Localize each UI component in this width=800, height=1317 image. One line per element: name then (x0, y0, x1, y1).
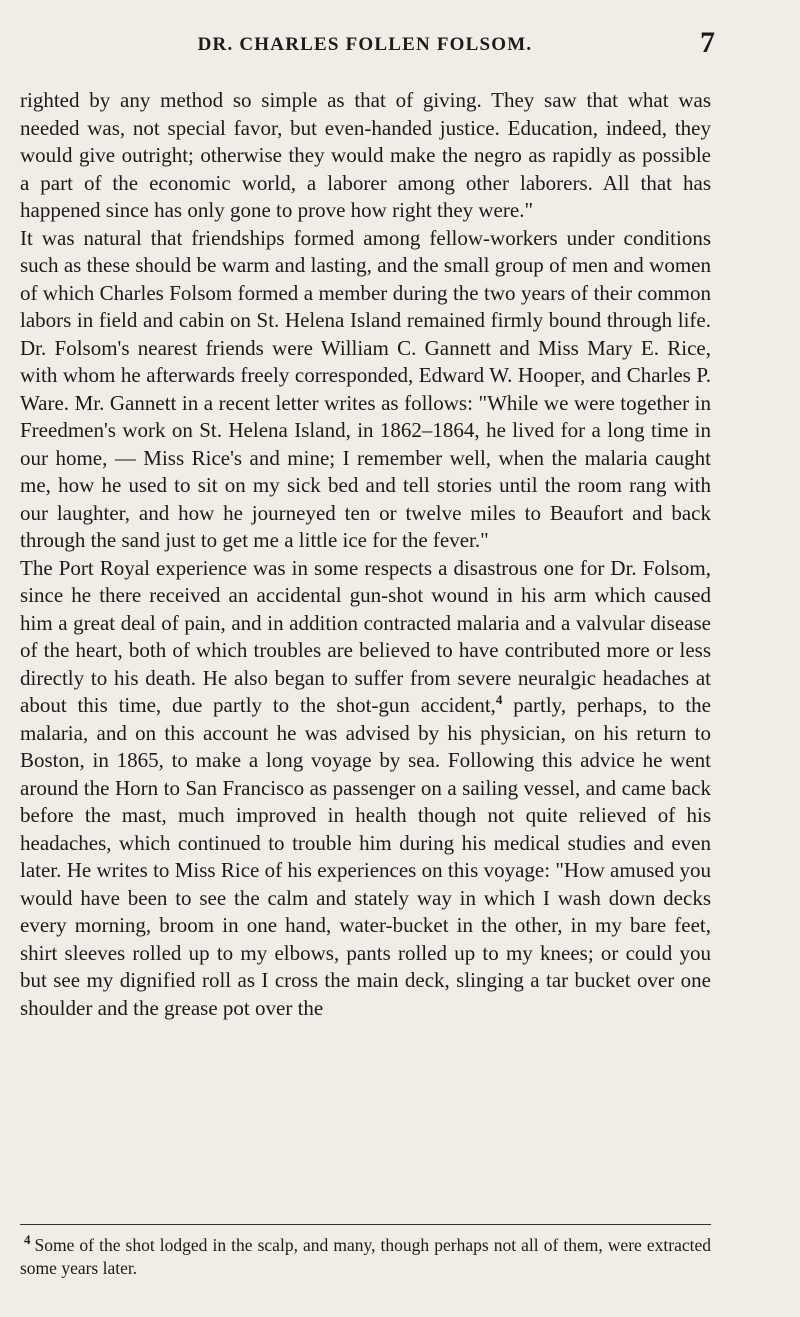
page-number: 7 (700, 26, 715, 59)
paragraph-3-part-2: partly, perhaps, to the malaria, and on this account he was advised by his physician, on his return to Boston, in 1865, to make a long voyage by sea. Following this advice he went around the Horn to San Francisco as passenger on a sailing vessel, and came back before the mast, much improved in health though not quite relieved of his headaches, which continued to trouble him during his medical studies and even later. He writes to Miss Rice of his experiences on this voyage: "How amused you would have been to see the calm and stately way in which I wash down decks every morning, broom in one hand, water-bucket in the other, in my bare feet, shirt sleeves rolled up to my elbows, pants rolled up to my knees; or could you but see my dignified roll as I cross the main deck, slinging a tar bucket over one shoulder and the grease pot over the (20, 693, 711, 1020)
footnote-reference[interactable]: 4 (495, 692, 503, 707)
paragraph-3 (20, 555, 711, 1023)
footnote-marker: 4 (24, 1232, 31, 1248)
paragraph-3-part-1: The Port Royal experience was in some respects a disastrous one for Dr. Folsom, since he there received an accidental gun-shot wound in his arm which caused him a great deal of pain, and in addition contracted malaria and a valvular disease of the heart, both of which troubles are believed to have contributed more or less directly to his death. He also began to suffer from severe neuralgic headaches at about this time, due partly to the shot-gun accident, (20, 555, 711, 717)
footnote-text: Some of the shot lodged in the scalp, and many, though perhaps not all of them, were extracted some years later. (20, 1235, 711, 1278)
body-text (20, 87, 711, 1022)
footnote-divider (20, 1224, 711, 1225)
running-title: DR. CHARLES FOLLEN FOLSOM. (197, 34, 533, 55)
paragraph-1: righted by any method so simple as that of giving. They saw that what was needed was, not special favor, but even-handed justice. Education, indeed, they would give outright; otherwise they would make the negro as rapidly as possible a part of the economic world, a laborer among other laborers. All that has happened since has only gone to prove how right they were." (20, 88, 711, 222)
paragraph-2: It was natural that friendships formed among fellow-workers under conditions such as these should be warm and lasting, and the small group of men and women of which Charles Folsom formed a member during the two years of their common labors in field and cabin on St. Helena Island remained firmly bound through life. Dr. Folsom's nearest friends were William C. Gannett and Miss Mary E. Rice, with whom he afterwards freely corresponded, Edward W. Hooper, and Charles P. Ware. Mr. Gannett in a recent letter writes as follows: "While we were together in Freedmen's work on St. Helena Island, in 1862–1864, he lived for a long time in our home, — Miss Rice's and mine; I remember well, when the malaria caught me, how he used to sit on my sick bed and tell stories until the room rang with our laughter, and how he journeyed ten or twelve miles to Beaufort and back through the sand just to get me a little ice for the fever." (20, 225, 711, 552)
footnote (20, 1234, 711, 1280)
